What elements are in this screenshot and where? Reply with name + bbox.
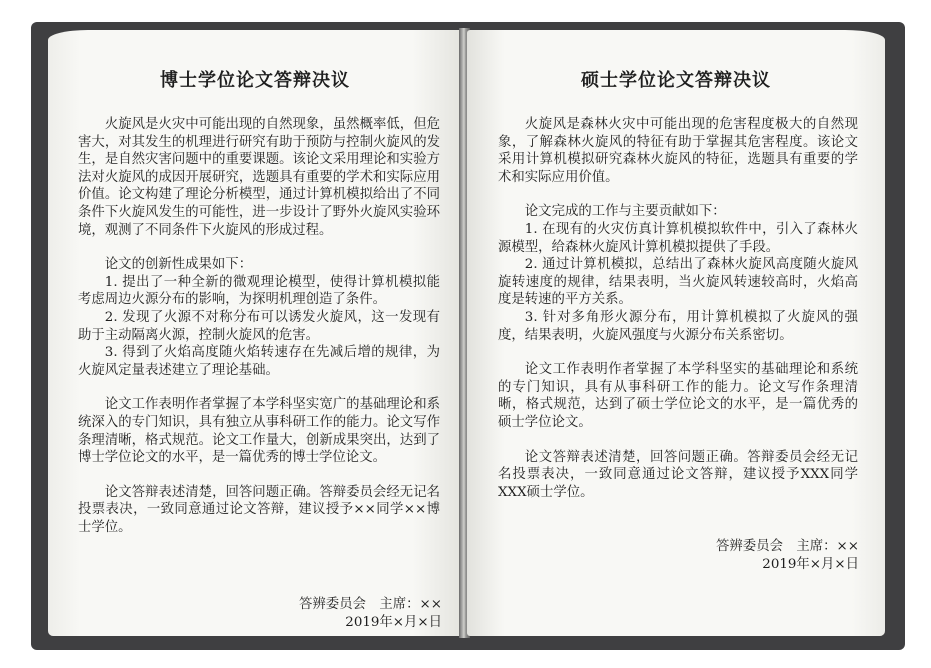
innovation-item-1: 1. 提出了一种全新的微观理论模型，使得计算机模拟能考虑周边火源分布的影响，为探明机理创造了条件。 <box>78 274 440 308</box>
intro-paragraph: 火旋风是火灾中可能出现的自然现象，虽然概率低，但危害大，对其发生的机理进行研究有助于预防与控制火旋风的发生，是自然灾害问题中的重要课题。该论文采用理论和实验方法对火旋风的成因开展研究，选题具有重要的学术和实际应用价值。论文构建了理论分析模型，通过计算机模拟给出了不同条件下火旋风发生的可能性，进一步设计了野外火旋风实验环境，观测了不同条件下火旋风的形成过程。 <box>78 117 440 238</box>
page-body <box>498 116 858 501</box>
summary-paragraph: 论文工作表明作者掌握了本学科坚实宽广的基础理论和系统深入的专门知识，具有独立从事科研工作的能力。论文写作条理清晰，格式规范。论文工作量大，创新成果突出，达到了博士学位论文的水平，是一篇优秀的博士学位论文。 <box>78 397 440 466</box>
signature-date: 2019年×月×日 <box>345 614 442 630</box>
intro-paragraph: 火旋风是森林火灾中可能出现的危害程度极大的自然现象，了解森林火旋风的特征有助于掌握其危害程度。该论文采用计算机模拟研究森林火旋风的特征，选题具有重要的学术和实际应用价值。 <box>498 117 858 185</box>
signature-block <box>716 538 859 573</box>
defense-paragraph: 论文答辩表述清楚，回答问题正确。答辩委员会经无记名投票表决，一致同意通过论文答辩，建议授予××同学××博士学位。 <box>78 484 440 535</box>
signature-block <box>299 596 442 631</box>
right-page <box>467 30 885 636</box>
work-item-2: 2. 通过计算机模拟，总结出了森林火旋风高度随火旋风旋转速度的规律，结果表明，当火旋风转速较高时，火焰高度是转速的平方关系。 <box>498 257 858 308</box>
page-body <box>78 116 440 536</box>
committee-signature: 答辨委员会 主席：×× <box>299 597 442 612</box>
work-item-3: 3. 针对多角形火源分布，用计算机模拟了火旋风的强度，结果表明，火旋风强度与火源分布关系密切。 <box>498 309 858 343</box>
innovation-item-2: 2. 发现了火源不对称分布可以诱发火旋风，这一发现有助于主动隔离火源，控制火旋风的危害。 <box>78 309 440 343</box>
left-page <box>48 30 462 636</box>
defense-paragraph: 论文答辩表述清楚，回答问题正确。答辩委员会经无记名投票表决，一致同意通过论文答辩，建议授予XXX同学XXX硕士学位。 <box>498 449 858 500</box>
signature-date: 2019年×月×日 <box>762 556 859 572</box>
work-heading: 论文完成的工作与主要贡献如下： <box>524 204 726 220</box>
committee-signature: 答辨委员会 主席：×× <box>716 539 859 554</box>
page-title: 硕士学位论文答辩决议 <box>581 70 771 91</box>
work-item-1: 1. 在现有的火灾仿真计算机模拟软件中，引入了森林火源模型，给森林火旋风计算机模拟提供了手段。 <box>498 221 858 255</box>
page-title: 博士学位论文答辩决议 <box>160 70 350 91</box>
innovation-heading: 论文的创新性成果如下： <box>104 257 253 273</box>
summary-paragraph: 论文工作表明作者掌握了本学科坚实的基础理论和系统的专门知识，具有从事科研工作的能力。论文写作条理清晰，格式规范，达到了硕士学位论文的水平，是一篇优秀的硕士学位论文。 <box>498 362 858 430</box>
innovation-item-3: 3. 得到了火焰高度随火焰转速存在先减后增的规律，为火旋风定量表述建立了理论基础。 <box>78 345 440 378</box>
